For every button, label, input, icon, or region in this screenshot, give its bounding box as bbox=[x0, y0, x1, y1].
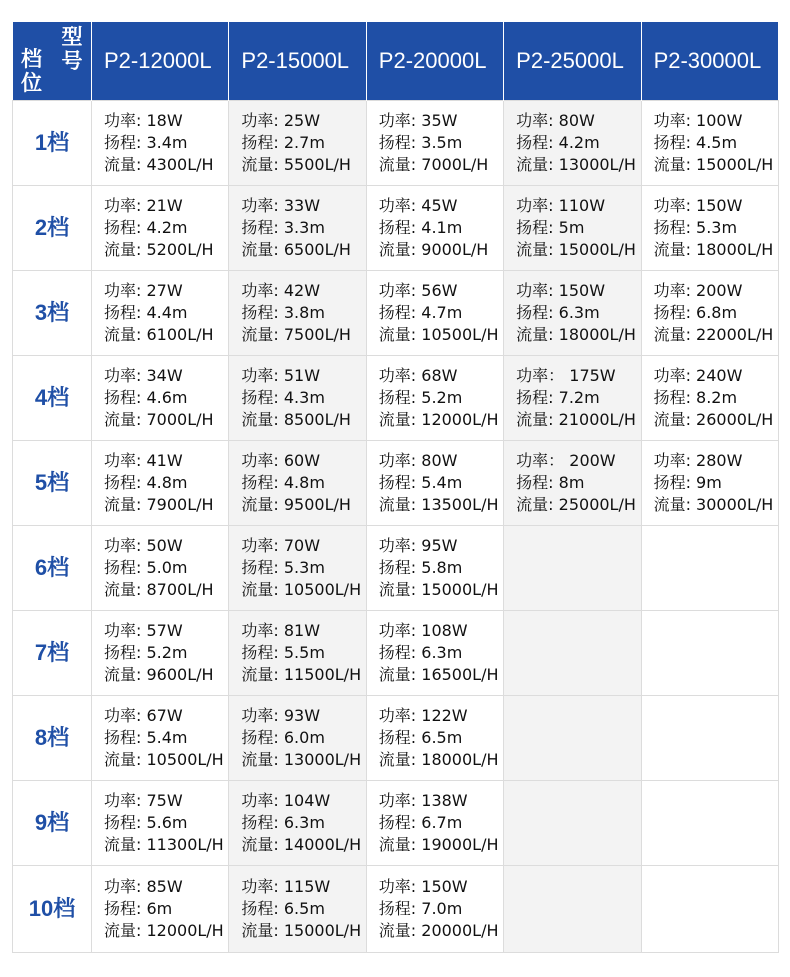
model-header-5: P2-30000L bbox=[641, 22, 778, 100]
head-value: 扬程: 6.3m bbox=[241, 812, 325, 832]
flow-value: 流量: 6100L/H bbox=[104, 324, 214, 344]
flow-value: 流量: 7900L/H bbox=[104, 494, 214, 514]
head-value: 扬程: 7.2m bbox=[516, 387, 600, 407]
spec-cell bbox=[92, 525, 229, 610]
head-value: 扬程: 6.5m bbox=[241, 898, 325, 918]
spec-cell bbox=[229, 865, 366, 952]
head-value: 扬程: 4.4m bbox=[104, 302, 188, 322]
spec-cell bbox=[92, 355, 229, 440]
head-value: 扬程: 8.2m bbox=[653, 387, 738, 407]
power-value: 功率: 108W bbox=[378, 620, 468, 640]
power-value: 功率: 51W bbox=[241, 365, 321, 385]
spec-cell bbox=[504, 185, 641, 270]
head-value: 扬程: 5.0m bbox=[104, 557, 188, 577]
power-value: 功率: 18W bbox=[104, 110, 183, 130]
flow-value: 流量: 7000L/H bbox=[104, 409, 214, 429]
head-value: 扬程: 4.8m bbox=[241, 472, 325, 492]
head-value: 扬程: 3.3m bbox=[241, 217, 325, 237]
power-value: 功率： 200W bbox=[516, 450, 616, 470]
spec-table-container bbox=[12, 22, 778, 953]
head-value: 扬程: 6.3m bbox=[516, 302, 600, 322]
flow-value: 流量: 14000L/H bbox=[241, 834, 362, 854]
power-value: 功率: 150W bbox=[516, 280, 606, 300]
power-value: 功率: 200W bbox=[653, 280, 743, 300]
table-row bbox=[13, 440, 779, 525]
spec-cell bbox=[92, 865, 229, 952]
flow-value: 流量: 11500L/H bbox=[241, 664, 362, 684]
spec-cell bbox=[92, 695, 229, 780]
head-value: 扬程: 5.4m bbox=[104, 727, 188, 747]
power-value: 功率: 34W bbox=[104, 365, 183, 385]
spec-cell bbox=[366, 695, 503, 780]
head-value: 扬程: 4.1m bbox=[378, 217, 463, 237]
head-value: 扬程: 4.2m bbox=[104, 217, 188, 237]
table-row bbox=[13, 270, 779, 355]
power-value: 功率: 57W bbox=[104, 620, 183, 640]
gear-label: 2档 bbox=[13, 185, 92, 270]
flow-value: 流量: 19000L/H bbox=[378, 834, 499, 854]
power-value: 功率: 33W bbox=[241, 195, 321, 215]
spec-cell bbox=[366, 610, 503, 695]
power-value: 功率: 115W bbox=[241, 876, 331, 896]
flow-value: 流量: 15000L/H bbox=[241, 920, 362, 940]
head-value: 扬程: 5.5m bbox=[241, 642, 325, 662]
spec-cell bbox=[366, 780, 503, 865]
spec-cell bbox=[366, 100, 503, 185]
flow-value: 流量: 9500L/H bbox=[241, 494, 351, 514]
flow-value: 流量: 25000L/H bbox=[516, 494, 636, 514]
spec-cell bbox=[366, 355, 503, 440]
spec-cell bbox=[641, 100, 778, 185]
head-value: 扬程: 5.8m bbox=[378, 557, 463, 577]
empty-cell bbox=[504, 610, 641, 695]
empty-cell bbox=[641, 780, 778, 865]
spec-cell bbox=[229, 695, 366, 780]
flow-value: 流量: 26000L/H bbox=[653, 409, 774, 429]
head-value: 扬程: 4.5m bbox=[653, 132, 738, 152]
power-value: 功率： 175W bbox=[516, 365, 616, 385]
gear-label: 9档 bbox=[13, 780, 92, 865]
header-row bbox=[13, 22, 779, 100]
flow-value: 流量: 16500L/H bbox=[378, 664, 499, 684]
power-value: 功率: 93W bbox=[241, 705, 321, 725]
spec-cell bbox=[92, 100, 229, 185]
flow-value: 流量: 13500L/H bbox=[378, 494, 499, 514]
head-value: 扬程: 6.5m bbox=[378, 727, 463, 747]
flow-value: 流量: 30000L/H bbox=[653, 494, 774, 514]
spec-cell bbox=[366, 270, 503, 355]
power-value: 功率: 60W bbox=[241, 450, 321, 470]
flow-value: 流量: 11300L/H bbox=[104, 834, 224, 854]
flow-value: 流量: 5500L/H bbox=[241, 154, 351, 174]
model-header-4: P2-25000L bbox=[504, 22, 641, 100]
spec-cell bbox=[366, 440, 503, 525]
flow-value: 流量: 12000L/H bbox=[104, 920, 224, 940]
table-row bbox=[13, 185, 779, 270]
empty-cell bbox=[641, 525, 778, 610]
flow-value: 流量: 20000L/H bbox=[378, 920, 499, 940]
power-value: 功率: 27W bbox=[104, 280, 183, 300]
power-value: 功率: 81W bbox=[241, 620, 321, 640]
head-value: 扬程: 7.0m bbox=[378, 898, 463, 918]
corner-model-label: 型号 bbox=[61, 26, 83, 73]
table-row bbox=[13, 695, 779, 780]
gear-label: 3档 bbox=[13, 270, 92, 355]
power-value: 功率: 75W bbox=[104, 790, 183, 810]
flow-value: 流量: 21000L/H bbox=[516, 409, 636, 429]
flow-value: 流量: 7500L/H bbox=[241, 324, 351, 344]
power-value: 功率: 45W bbox=[378, 195, 458, 215]
gear-label: 5档 bbox=[13, 440, 92, 525]
spec-cell bbox=[229, 270, 366, 355]
spec-cell bbox=[641, 355, 778, 440]
head-value: 扬程: 4.3m bbox=[241, 387, 325, 407]
spec-cell bbox=[504, 355, 641, 440]
flow-value: 流量: 10500L/H bbox=[104, 749, 224, 769]
empty-cell bbox=[504, 780, 641, 865]
power-value: 功率: 85W bbox=[104, 876, 183, 896]
spec-cell bbox=[504, 270, 641, 355]
table-body bbox=[13, 100, 779, 952]
flow-value: 流量: 4300L/H bbox=[104, 154, 214, 174]
power-value: 功率: 138W bbox=[378, 790, 468, 810]
power-value: 功率: 70W bbox=[241, 535, 321, 555]
power-value: 功率: 25W bbox=[241, 110, 321, 130]
flow-value: 流量: 9000L/H bbox=[378, 239, 489, 259]
flow-value: 流量: 10500L/H bbox=[241, 579, 362, 599]
spec-cell bbox=[504, 440, 641, 525]
table-row bbox=[13, 100, 779, 185]
spec-cell bbox=[229, 610, 366, 695]
model-header-1: P2-12000L bbox=[92, 22, 229, 100]
table-row bbox=[13, 865, 779, 952]
spec-cell bbox=[366, 525, 503, 610]
spec-cell bbox=[229, 100, 366, 185]
head-value: 扬程: 3.8m bbox=[241, 302, 325, 322]
spec-cell bbox=[229, 780, 366, 865]
flow-value: 流量: 6500L/H bbox=[241, 239, 351, 259]
model-header-3: P2-20000L bbox=[366, 22, 503, 100]
power-value: 功率: 240W bbox=[653, 365, 743, 385]
flow-value: 流量: 13000L/H bbox=[516, 154, 636, 174]
gear-label: 10档 bbox=[13, 865, 92, 952]
gear-label: 8档 bbox=[13, 695, 92, 780]
gear-label: 4档 bbox=[13, 355, 92, 440]
spec-cell bbox=[92, 440, 229, 525]
spec-cell bbox=[641, 185, 778, 270]
power-value: 功率: 80W bbox=[516, 110, 595, 130]
empty-cell bbox=[504, 865, 641, 952]
pump-spec-table bbox=[12, 22, 779, 953]
head-value: 扬程: 3.4m bbox=[104, 132, 188, 152]
power-value: 功率: 150W bbox=[653, 195, 743, 215]
corner-gear-label: 档位 bbox=[21, 47, 42, 95]
head-value: 扬程: 3.5m bbox=[378, 132, 463, 152]
table-row bbox=[13, 780, 779, 865]
power-value: 功率: 35W bbox=[378, 110, 458, 130]
flow-value: 流量: 15000L/H bbox=[653, 154, 774, 174]
spec-cell bbox=[92, 780, 229, 865]
flow-value: 流量: 18000L/H bbox=[516, 324, 636, 344]
flow-value: 流量: 13000L/H bbox=[241, 749, 362, 769]
gear-label: 6档 bbox=[13, 525, 92, 610]
head-value: 扬程: 2.7m bbox=[241, 132, 325, 152]
power-value: 功率: 68W bbox=[378, 365, 458, 385]
flow-value: 流量: 9600L/H bbox=[104, 664, 214, 684]
spec-cell bbox=[504, 100, 641, 185]
spec-cell bbox=[641, 270, 778, 355]
head-value: 扬程: 4.7m bbox=[378, 302, 463, 322]
spec-cell bbox=[229, 185, 366, 270]
power-value: 功率: 100W bbox=[653, 110, 743, 130]
power-value: 功率: 21W bbox=[104, 195, 183, 215]
spec-cell bbox=[229, 525, 366, 610]
spec-cell bbox=[366, 865, 503, 952]
spec-cell bbox=[92, 610, 229, 695]
empty-cell bbox=[641, 695, 778, 780]
flow-value: 流量: 5200L/H bbox=[104, 239, 214, 259]
gear-label: 1档 bbox=[13, 100, 92, 185]
head-value: 扬程: 6.7m bbox=[378, 812, 463, 832]
head-value: 扬程: 5.3m bbox=[241, 557, 325, 577]
head-value: 扬程: 4.8m bbox=[104, 472, 188, 492]
empty-cell bbox=[504, 525, 641, 610]
power-value: 功率: 50W bbox=[104, 535, 183, 555]
spec-cell bbox=[366, 185, 503, 270]
table-header bbox=[13, 22, 779, 100]
flow-value: 流量: 18000L/H bbox=[378, 749, 499, 769]
head-value: 扬程: 5.6m bbox=[104, 812, 188, 832]
table-row bbox=[13, 525, 779, 610]
head-value: 扬程: 6m bbox=[104, 898, 173, 918]
head-value: 扬程: 5.4m bbox=[378, 472, 463, 492]
spec-cell bbox=[92, 270, 229, 355]
empty-cell bbox=[504, 695, 641, 780]
spec-cell bbox=[229, 355, 366, 440]
power-value: 功率: 56W bbox=[378, 280, 458, 300]
head-value: 扬程: 6.8m bbox=[653, 302, 738, 322]
head-value: 扬程: 4.6m bbox=[104, 387, 188, 407]
flow-value: 流量: 10500L/H bbox=[378, 324, 499, 344]
table-row bbox=[13, 355, 779, 440]
flow-value: 流量: 15000L/H bbox=[516, 239, 636, 259]
power-value: 功率: 80W bbox=[378, 450, 458, 470]
flow-value: 流量: 15000L/H bbox=[378, 579, 499, 599]
empty-cell bbox=[641, 610, 778, 695]
head-value: 扬程: 5.3m bbox=[653, 217, 738, 237]
gear-label: 7档 bbox=[13, 610, 92, 695]
power-value: 功率: 122W bbox=[378, 705, 468, 725]
power-value: 功率: 67W bbox=[104, 705, 183, 725]
flow-value: 流量: 7000L/H bbox=[378, 154, 489, 174]
spec-cell bbox=[92, 185, 229, 270]
head-value: 扬程: 6.0m bbox=[241, 727, 325, 747]
model-header-2: P2-15000L bbox=[229, 22, 366, 100]
power-value: 功率: 42W bbox=[241, 280, 321, 300]
power-value: 功率: 110W bbox=[516, 195, 606, 215]
head-value: 扬程: 4.2m bbox=[516, 132, 600, 152]
head-value: 扬程: 5.2m bbox=[104, 642, 188, 662]
power-value: 功率: 95W bbox=[378, 535, 458, 555]
head-value: 扬程: 6.3m bbox=[378, 642, 463, 662]
power-value: 功率: 280W bbox=[653, 450, 743, 470]
flow-value: 流量: 8700L/H bbox=[104, 579, 214, 599]
head-value: 扬程: 8m bbox=[516, 472, 585, 492]
flow-value: 流量: 22000L/H bbox=[653, 324, 774, 344]
head-value: 扬程: 9m bbox=[653, 472, 722, 492]
power-value: 功率: 41W bbox=[104, 450, 183, 470]
corner-cell bbox=[13, 22, 92, 100]
head-value: 扬程: 5m bbox=[516, 217, 585, 237]
spec-cell bbox=[641, 440, 778, 525]
empty-cell bbox=[641, 865, 778, 952]
flow-value: 流量: 18000L/H bbox=[653, 239, 774, 259]
flow-value: 流量: 12000L/H bbox=[378, 409, 499, 429]
head-value: 扬程: 5.2m bbox=[378, 387, 463, 407]
flow-value: 流量: 8500L/H bbox=[241, 409, 351, 429]
spec-cell bbox=[229, 440, 366, 525]
power-value: 功率: 104W bbox=[241, 790, 331, 810]
table-row bbox=[13, 610, 779, 695]
power-value: 功率: 150W bbox=[378, 876, 468, 896]
